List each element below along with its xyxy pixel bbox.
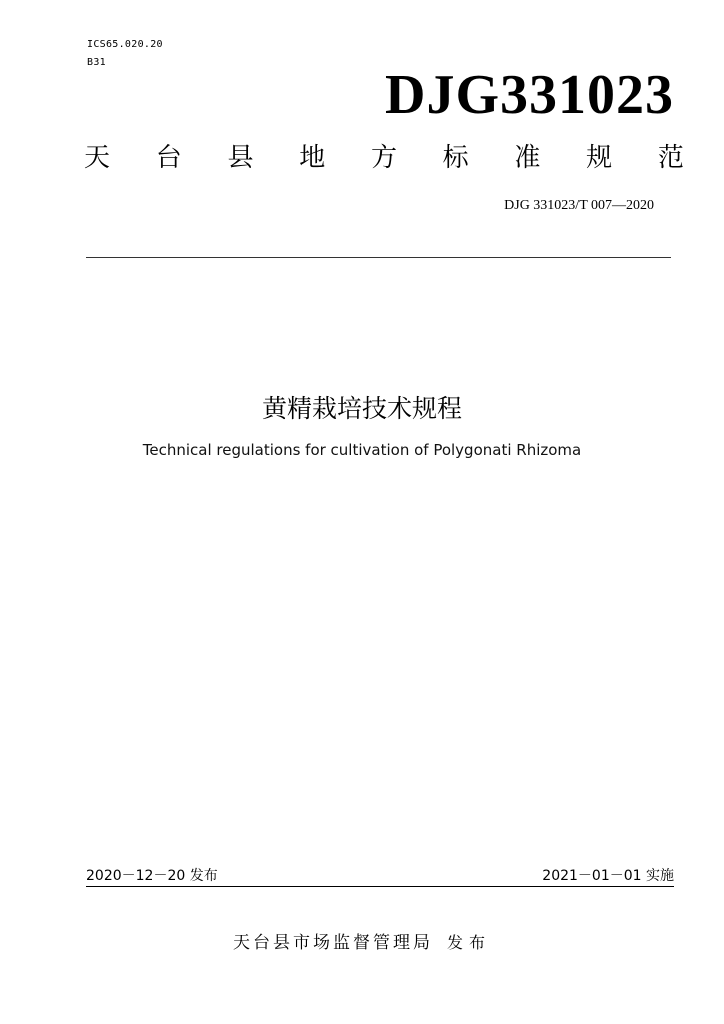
standard-type-char: 台	[155, 143, 182, 173]
implementation-date: 2021－01－01 实施	[542, 868, 674, 884]
footer-divider	[86, 886, 674, 887]
publisher-action: 发布	[446, 933, 491, 952]
publisher-org: 天台县市场监督管理局	[232, 933, 433, 953]
issue-date: 2020－12－20 发布	[86, 868, 218, 884]
standard-code: DJG331023	[385, 64, 674, 126]
header-divider	[86, 257, 671, 258]
standard-type-char: 范	[657, 143, 684, 173]
standard-type-char: 规	[586, 143, 613, 173]
ics-code: ICS65.020.20	[87, 39, 163, 50]
standard-type-char: 准	[514, 143, 541, 173]
standard-type-char: 标	[442, 143, 469, 173]
publisher-line	[0, 931, 724, 955]
standard-type-char: 县	[227, 143, 254, 173]
standard-type-heading	[84, 141, 684, 175]
ccs-code: B31	[87, 57, 106, 68]
standard-number: DJG 331023/T 007—2020	[504, 198, 654, 213]
standard-type-char: 地	[299, 143, 326, 173]
document-title-en: Technical regulations for cultivation of Polygonati Rhizoma	[142, 441, 582, 459]
standard-type-char: 方	[370, 143, 397, 173]
document-title-zh: 黄精栽培技术规程	[261, 394, 462, 423]
standard-type-char: 天	[84, 143, 111, 173]
